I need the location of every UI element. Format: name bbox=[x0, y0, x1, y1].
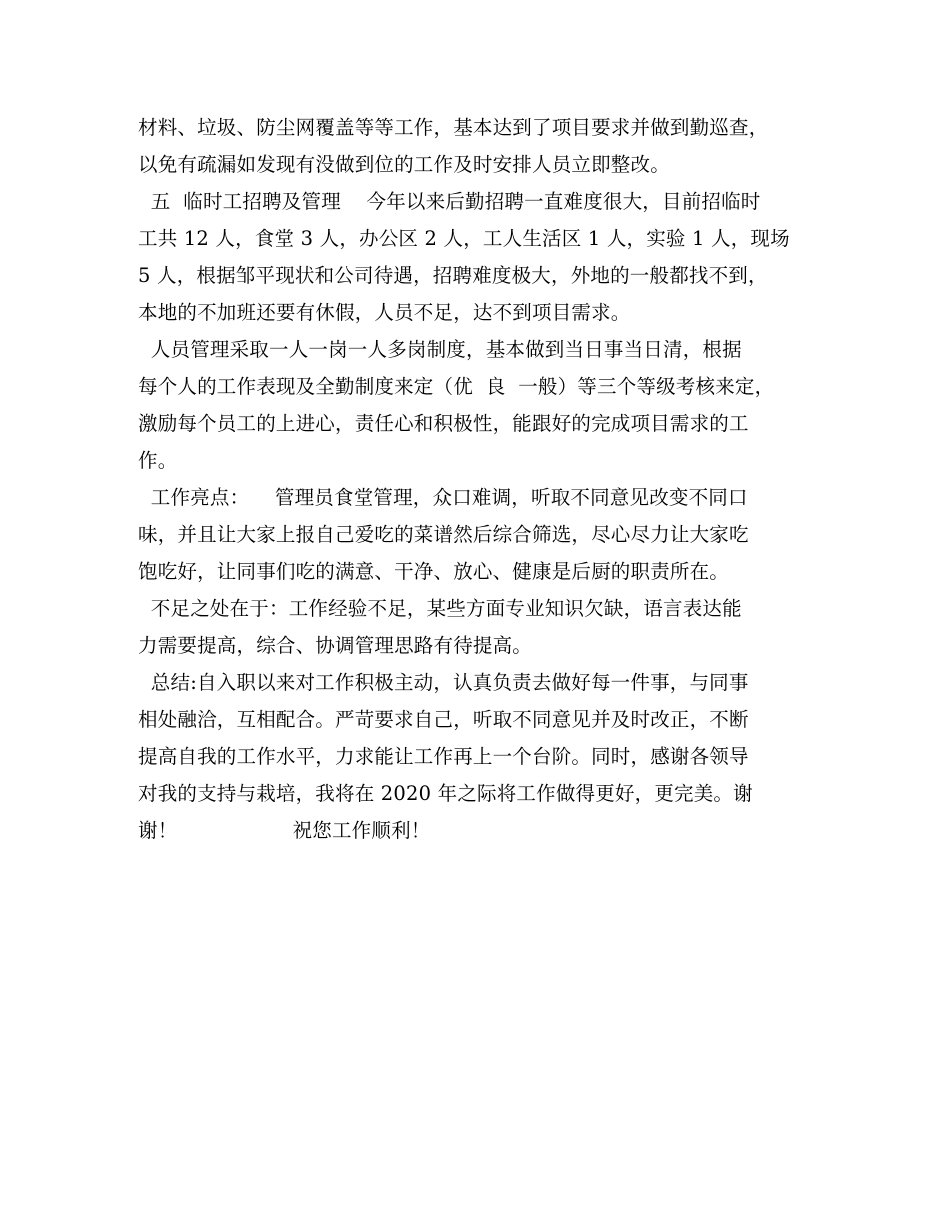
summary-line: 总结:自入职以来对工作积极主动，认真负责去做好每一件事，与同事 bbox=[138, 671, 749, 694]
document-body bbox=[138, 109, 818, 849]
text-line: 工共 12 人，食堂 3 人，办公区 2 人，工人生活区 1 人，实验 1 人，现场 bbox=[138, 227, 790, 250]
text-line: 作。 bbox=[138, 449, 178, 472]
section-five-heading-line: 五 临时工招聘及管理 今年以来后勤招聘一直难度很大，目前招临时 bbox=[138, 190, 761, 213]
text-line: 激励每个员工的上进心，责任心和积极性，能跟好的完成项目需求的工 bbox=[138, 412, 749, 435]
text-line: 每个人的工作表现及全勤制度来定（优 良 一般）等三个等级考核来定， bbox=[138, 375, 775, 398]
text-line: 味，并且让大家上报自己爱吃的菜谱然后综合筛选，尽心尽力让大家吃 bbox=[138, 523, 749, 546]
text-line: 以免有疏漏如发现有没做到位的工作及时安排人员立即整改。 bbox=[138, 153, 670, 176]
text-line: 力需要提高，综合、协调管理思路有待提高。 bbox=[138, 634, 533, 657]
text-line: 提高自我的工作水平，力求能让工作再上一个台阶。同时，感谢各领导 bbox=[138, 745, 749, 768]
text-line: 5 人，根据邹平现状和公司待遇，招聘难度极大，外地的一般都找不到， bbox=[138, 264, 768, 287]
text-line: 相处融洽，互相配合。严苛要求自己，听取不同意见并及时改正，不断 bbox=[138, 708, 749, 731]
text-line: 本地的不加班还要有休假，人员不足，达不到项目需求。 bbox=[138, 301, 631, 324]
text-line: 对我的支持与栽培，我将在 2020 年之际将工作做得更好，更完美。谢 bbox=[138, 782, 753, 805]
text-line: 饱吃好，让同事们吃的满意、干净、放心、健康是后厨的职责所在。 bbox=[138, 560, 730, 583]
highlights-line: 工作亮点： 管理员食堂管理，众口难调，听取不同意见改变不同口 bbox=[138, 486, 748, 509]
shortcomings-line: 不足之处在于：工作经验不足，某些方面专业知识欠缺，语言表达能 bbox=[138, 597, 742, 620]
text-line: 人员管理采取一人一岗一人多岗制度，基本做到当日事当日清，根据 bbox=[138, 338, 742, 361]
closing-line: 谢！ 祝您工作顺利！ bbox=[138, 819, 431, 842]
text-line: 材料、垃圾、防尘网覆盖等等工作，基本达到了项目要求并做到勤巡查， bbox=[138, 116, 769, 139]
